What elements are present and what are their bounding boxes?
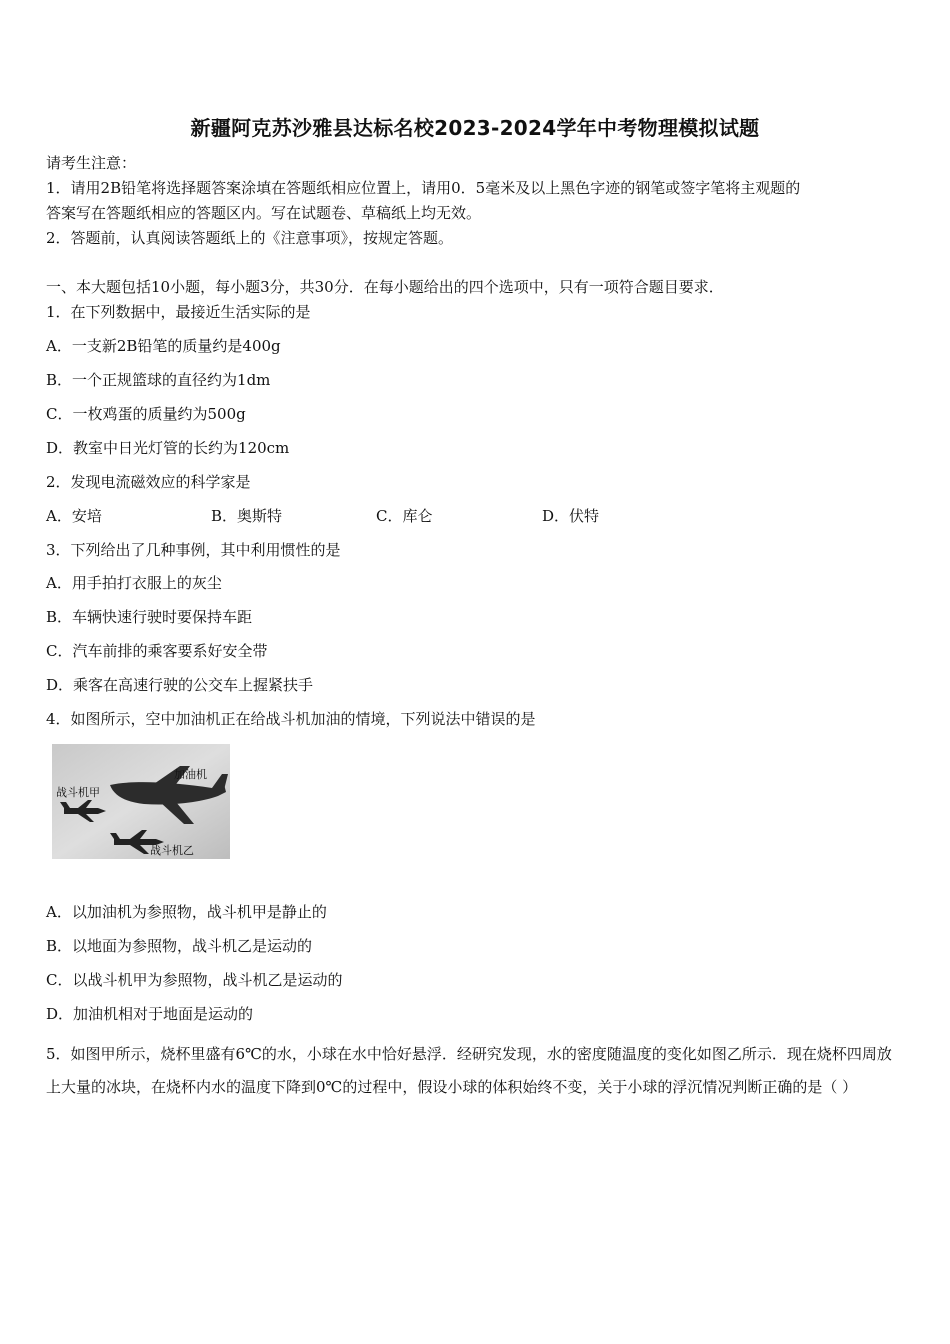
question-stem: 1．在下列数据中，最接近生活实际的是 [46,303,311,321]
refueling-aircraft-figure [52,744,230,859]
question-stem: 4．如图所示，空中加油机正在给战斗机加油的情境，下列说法中错误的是 [46,710,536,728]
question-stem: 5．如图甲所示，烧杯里盛有6℃的水，小球在水中恰好悬浮．经研究发现，水的密度随温度的变化如图乙所示．现在烧杯四周放上大量的冰块，在烧杯内水的温度下降到0℃的过程中，假设小球的体积始终不变，关于小球的浮沉情况判断正确的是（ ） [46,1045,892,1096]
question-option: D．乘客在高速行驶的公交车上握紧扶手 [46,676,314,694]
option-row [46,506,646,526]
question-option: B．车辆快速行驶时要保持车距 [46,608,253,626]
question-option: A．一支新2B铅笔的质量约是400g [46,337,281,355]
question-option: D．教室中日光灯管的长约为120cm [46,439,290,457]
notice-heading: 请考生注意： [46,154,137,172]
question-option: A．以加油机为参照物，战斗机甲是静止的 [46,903,327,921]
tanker-label: 加油机 [174,768,207,781]
fighter-a-label: 战斗机甲 [56,786,100,799]
question-option: C．一枚鸡蛋的质量约为500g [46,405,246,423]
question-stem: 2．发现电流磁效应的科学家是 [46,473,251,491]
notice-item-1: 1．请用2B铅笔将选择题答案涂填在答题纸相应位置上，请用0．5毫米及以上黑色字迹的钢笔或签字笔将主观题的 [46,179,801,197]
question-option: B．以地面为参照物，战斗机乙是运动的 [46,937,313,955]
question-option: D．伏特 [542,507,600,525]
question-option: B．一个正规篮球的直径约为1dm [46,371,271,389]
question-option: C．汽车前排的乘客要系好安全带 [46,642,268,660]
notice-item-1-cont: 答案写在答题纸相应的答题区内。写在试题卷、草稿纸上均无效。 [46,204,482,222]
notice-item-2: 2．答题前，认真阅读答题纸上的《注意事项》，按规定答题。 [46,229,454,247]
page-title: 新疆阿克苏沙雅县达标名校2023-2024学年中考物理模拟试题 [190,116,760,140]
question-option: D．加油机相对于地面是运动的 [46,1005,254,1023]
question-option: A．用手拍打衣服上的灰尘 [46,574,222,592]
question-option: B．奥斯特 [211,507,283,525]
question-option: C．以战斗机甲为参照物，战斗机乙是运动的 [46,971,343,989]
section-heading: 一、本大题包括10小题，每小题3分，共30分．在每小题给出的四个选项中，只有一项符合题目要求． [46,278,724,296]
question-option: C．库仑 [376,507,433,525]
fighter-b-label: 战斗机乙 [150,844,194,857]
question-option: A．安培 [46,507,102,525]
question-stem: 3．下列给出了几种事例，其中利用惯性的是 [46,541,341,559]
